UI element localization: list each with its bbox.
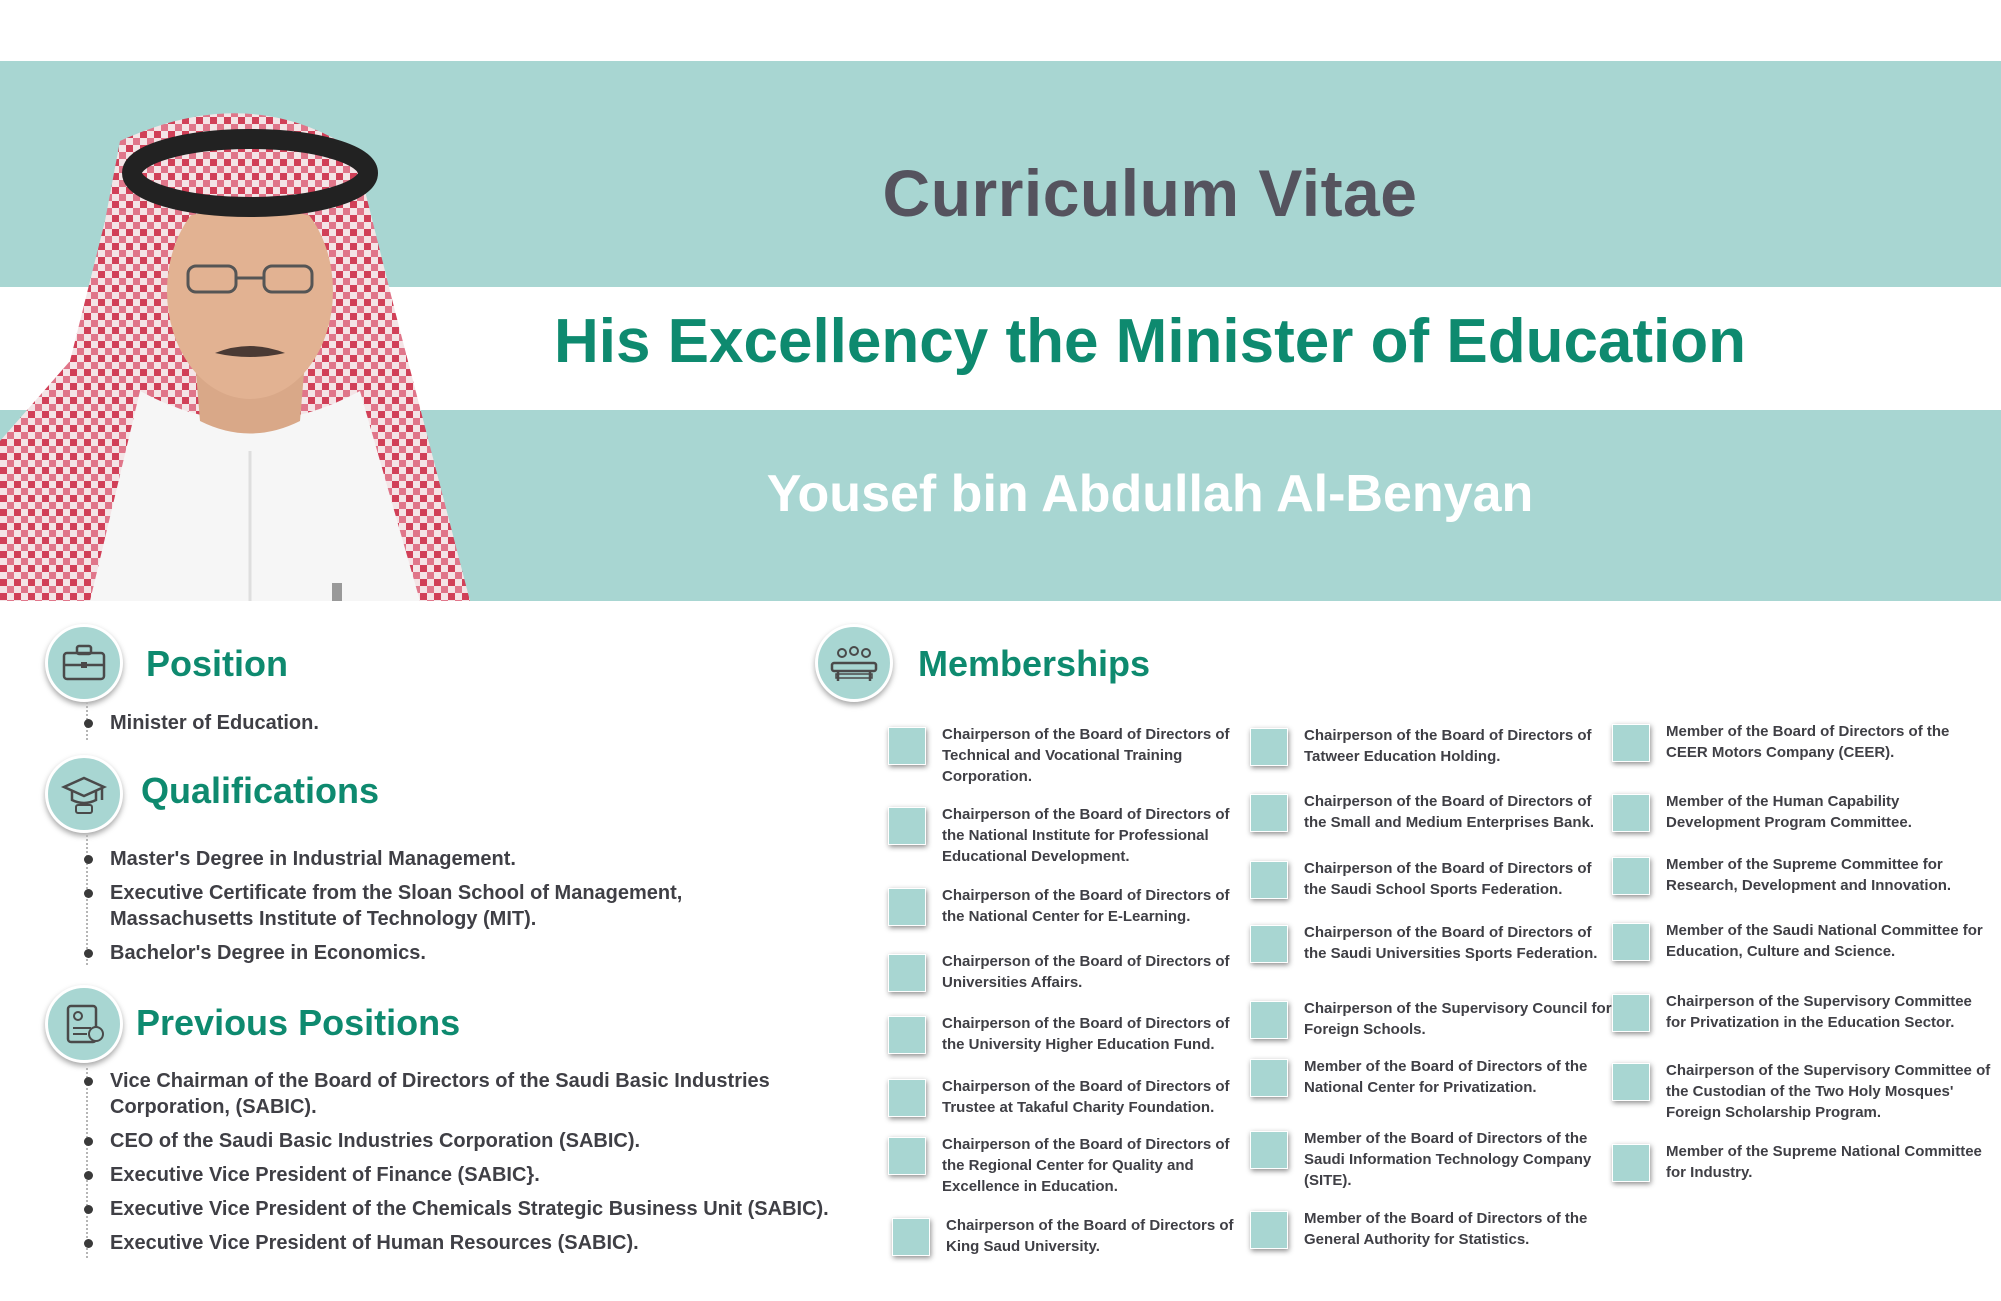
membership-item: Chairperson of the Board of Directors of Universities Affairs. [888, 951, 1233, 993]
membership-marker [888, 727, 926, 765]
qualifications-list [84, 846, 784, 974]
position-list [84, 710, 784, 744]
page-title: Curriculum Vitae [882, 156, 1418, 230]
qualifications-heading: Qualifications [141, 770, 380, 811]
membership-item: Member of the Board of Directors of the General Authority for Statistics. [1250, 1208, 1615, 1250]
membership-marker [1250, 728, 1288, 766]
membership-item: Member of the Human Capability Development Program Committee. [1612, 791, 1992, 833]
briefcase-icon [45, 624, 123, 702]
previous-position-item: Vice Chairman of the Board of Directors of the Saudi Basic Industries Corporation, (SABIC). [84, 1068, 844, 1120]
membership-marker [1250, 925, 1288, 963]
person-name: Yousef bin Abdullah Al-Benyan [766, 465, 1534, 523]
membership-item: Chairperson of the Board of Directors of the Saudi School Sports Federation. [1250, 858, 1615, 900]
membership-marker [1612, 724, 1650, 762]
portrait-photo [0, 61, 510, 601]
membership-marker [888, 954, 926, 992]
membership-item: Member of the Board of Directors of the National Center for Privatization. [1250, 1056, 1615, 1098]
membership-item: Chairperson of the Board of Directors of Tatweer Education Holding. [1250, 725, 1615, 767]
qualification-item: Bachelor's Degree in Economics. [84, 940, 784, 966]
graduation-cap-icon [45, 755, 123, 833]
membership-item: Chairperson of the Supervisory Council for Foreign Schools. [1250, 998, 1615, 1040]
membership-item: Chairperson of the Board of Directors of King Saud University. [892, 1215, 1237, 1257]
membership-marker [1612, 1144, 1650, 1182]
qualification-item: Executive Certificate from the Sloan School of Management, Massachusetts Institute of Technology (MIT). [84, 880, 784, 932]
membership-item: Member of the Saudi National Committee for Education, Culture and Science. [1612, 920, 1992, 962]
membership-marker [1250, 1001, 1288, 1039]
membership-marker [1250, 1211, 1288, 1249]
document-person-icon [45, 985, 123, 1063]
memberships-heading: Memberships [918, 643, 1151, 684]
membership-marker [1250, 1131, 1288, 1169]
previous-positions-list [84, 1068, 844, 1264]
membership-marker [1612, 994, 1650, 1032]
membership-item: Chairperson of the Board of Directors of the National Institute for Professional Educational Development. [888, 804, 1233, 867]
previous-position-item: CEO of the Saudi Basic Industries Corporation (SABIC). [84, 1128, 844, 1154]
position-item: Minister of Education. [84, 710, 784, 736]
membership-marker [888, 1137, 926, 1175]
membership-item: Chairperson of the Board of Directors of the Small and Medium Enterprises Bank. [1250, 791, 1615, 833]
membership-marker [1612, 857, 1650, 895]
membership-item: Chairperson of the Board of Directors of the National Center for E-Learning. [888, 885, 1233, 927]
page-subtitle: His Excellency the Minister of Education [553, 307, 1747, 376]
membership-marker [892, 1218, 930, 1256]
previous-position-item: Executive Vice President of Human Resources (SABIC). [84, 1230, 844, 1256]
membership-marker [1612, 923, 1650, 961]
position-heading: Position [146, 643, 288, 684]
membership-marker [1612, 794, 1650, 832]
membership-marker [1250, 1059, 1288, 1097]
membership-item: Chairperson of the Board of Directors of Trustee at Takaful Charity Foundation. [888, 1076, 1233, 1118]
membership-marker [1250, 794, 1288, 832]
membership-marker [888, 807, 926, 845]
meeting-table-icon [815, 624, 893, 702]
membership-item: Member of the Board of Directors of the Saudi Information Technology Company (SITE). [1250, 1128, 1615, 1191]
membership-item: Member of the Supreme National Committee for Industry. [1612, 1141, 1992, 1183]
membership-item: Chairperson of the Board of Directors of the Regional Center for Quality and Excellence in Education. [888, 1134, 1233, 1197]
membership-item: Member of the Board of Directors of the CEER Motors Company (CEER). [1612, 721, 1992, 763]
membership-item: Chairperson of the Board of Directors of the University Higher Education Fund. [888, 1013, 1233, 1055]
membership-marker [888, 1079, 926, 1117]
membership-item: Chairperson of the Supervisory Committee of the Custodian of the Two Holy Mosques' Foreign Scholarship Program. [1612, 1060, 1992, 1123]
membership-marker [888, 888, 926, 926]
membership-marker [1612, 1063, 1650, 1101]
previous-position-item: Executive Vice President of Finance (SABIC}. [84, 1162, 844, 1188]
membership-marker [888, 1016, 926, 1054]
membership-item: Chairperson of the Board of Directors of Technical and Vocational Training Corporation. [888, 724, 1233, 787]
membership-item: Chairperson of the Board of Directors of the Saudi Universities Sports Federation. [1250, 922, 1615, 964]
previous-position-item: Executive Vice President of the Chemicals Strategic Business Unit (SABIC). [84, 1196, 844, 1222]
membership-marker [1250, 861, 1288, 899]
portrait-illustration [0, 61, 510, 601]
previous-positions-heading: Previous Positions [136, 1002, 461, 1043]
qualification-item: Master's Degree in Industrial Management. [84, 846, 784, 872]
membership-item: Member of the Supreme Committee for Research, Development and Innovation. [1612, 854, 1992, 896]
membership-item: Chairperson of the Supervisory Committee for Privatization in the Education Sector. [1612, 991, 1992, 1033]
